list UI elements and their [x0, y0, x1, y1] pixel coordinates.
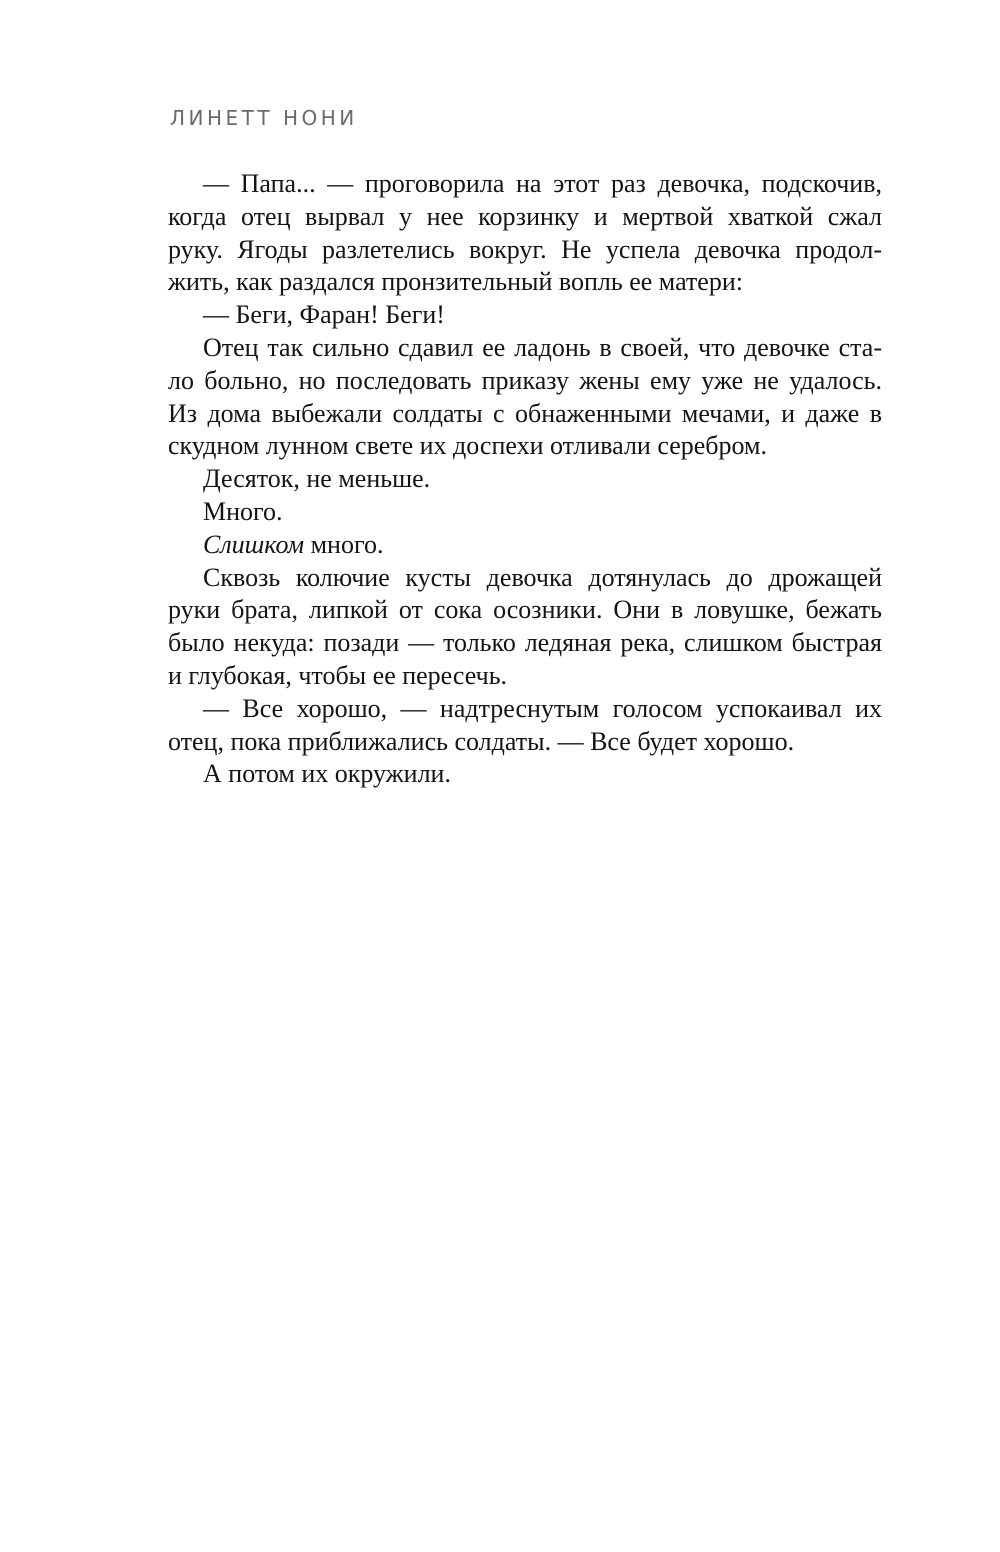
running-head-author: ЛИНЕТТ НОНИ [170, 106, 358, 130]
text-run: много. [304, 529, 384, 559]
text-line: — Папа... — проговорила на этот раз девочка, подскочив, [203, 169, 882, 198]
text-line: Много. [203, 496, 283, 526]
text-line: руку. Ягоды разлетелись вокруг. Не успела девочка продол- [168, 234, 882, 264]
text-line: Десяток, не меньше. [203, 464, 431, 494]
italic-emphasis: Слишком [203, 529, 305, 559]
text-line: — Все хорошо, — надтреснутым голосом успокаивал их [203, 693, 882, 723]
text-line: отец, пока приближались солдаты. — Все будет хорошо. [168, 726, 795, 756]
text-line: ло больно, но последовать приказу жены ему уже не удалось. [168, 365, 882, 395]
text-line: — Беги, Фаран! Беги! [203, 300, 445, 330]
text-line: было некуда: позади — только ледяная река, слишком быстрая [168, 628, 882, 658]
text-line: Сквозь колючие кусты девочка дотянулась до дрожащей [203, 562, 882, 592]
body-text [168, 168, 882, 791]
text-line: жить, как раздался пронзительный вопль ее матери: [168, 267, 743, 297]
text-line: А потом их окружили. [203, 759, 451, 789]
text-line: скудном лунном свете их доспехи отливали серебром. [168, 431, 767, 461]
text-line: руки брата, липкой от сока осозники. Они в ловушке, бежать [168, 595, 882, 625]
text-line: и глубокая, чтобы ее пересечь. [168, 660, 508, 690]
text-line [168, 529, 882, 562]
text-line: Из дома выбежали солдаты с обнаженными мечами, и даже в [168, 398, 882, 428]
text-line: когда отец вырвал у нее корзинку и мертвой хваткой сжал [168, 201, 882, 231]
text-line: Отец так сильно сдавил ее ладонь в своей, что девочке ста- [203, 332, 882, 362]
